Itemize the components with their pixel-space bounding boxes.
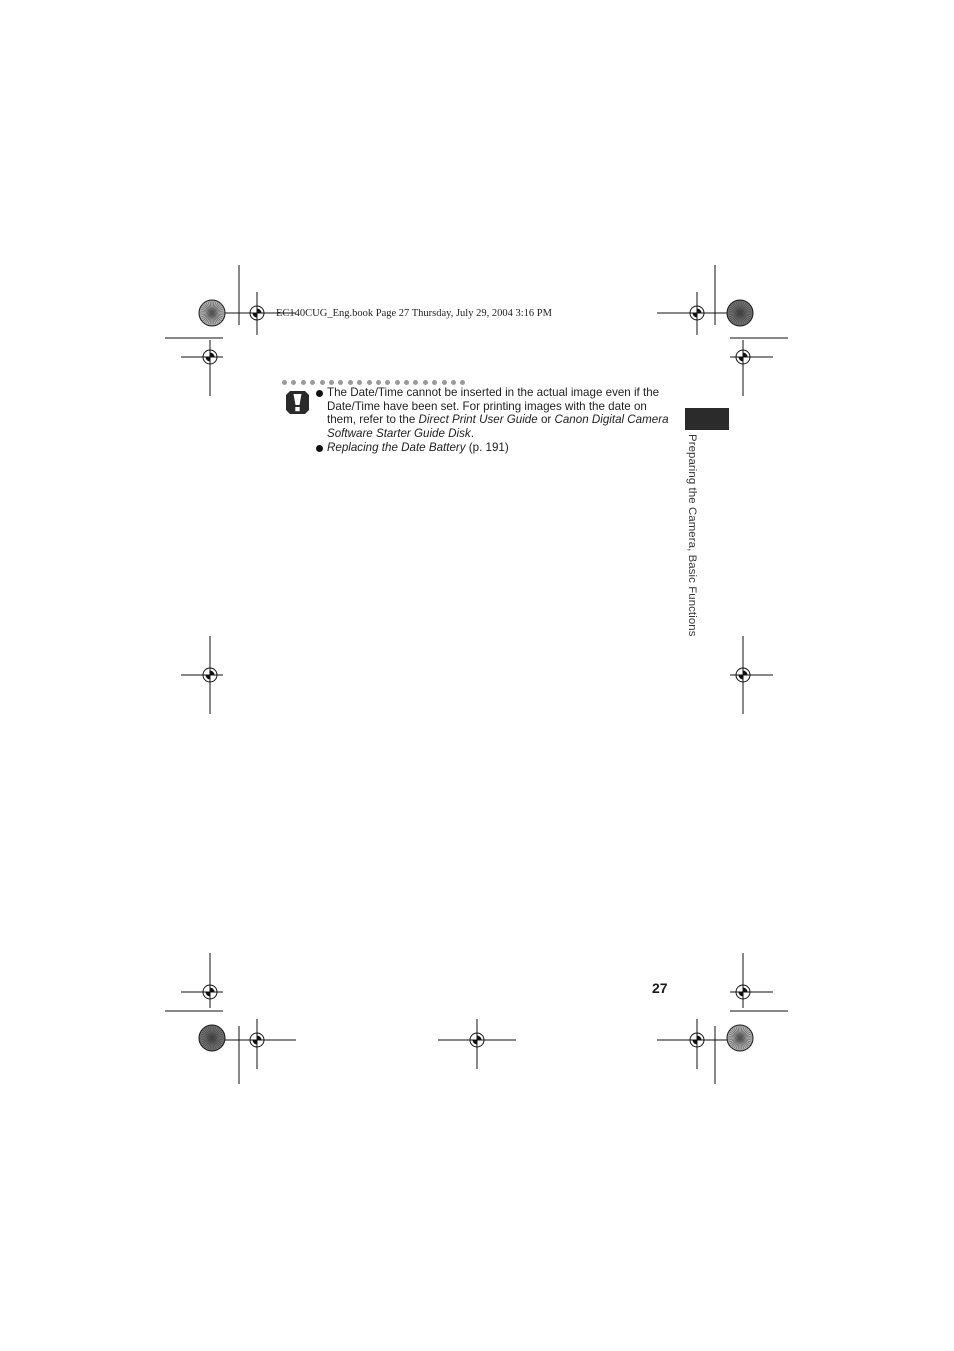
guide-title: Canon Digital Camera Software Starter Guide Disk — [327, 413, 669, 440]
registration-mark-icon — [181, 953, 223, 1008]
section-label: Preparing the Camera, Basic Functions — [686, 434, 698, 637]
note-item — [314, 386, 674, 440]
rule-dot — [338, 380, 343, 385]
rule-dot — [385, 380, 390, 385]
bullet-icon — [316, 445, 323, 452]
note-item — [314, 441, 674, 455]
cross-reference-link[interactable]: Replacing the Date Battery — [327, 441, 466, 455]
rule-dot — [413, 380, 418, 385]
rule-dot — [329, 380, 334, 385]
rule-dot — [404, 380, 409, 385]
registration-mark-icon — [220, 1019, 296, 1069]
rule-dot — [357, 380, 362, 385]
rule-dot — [423, 380, 428, 385]
color-target-icon — [199, 300, 225, 326]
color-target-icon — [727, 1025, 753, 1051]
rule-dot — [320, 380, 325, 385]
caution-notes — [314, 386, 674, 456]
rule-dot — [310, 380, 315, 385]
bullet-icon — [316, 390, 323, 397]
rule-dot — [348, 380, 353, 385]
page-number: 27 — [652, 980, 668, 996]
registration-mark-icon — [181, 340, 223, 396]
book-info-line: EC140CUG_Eng.book Page 27 Thursday, July 29, 2004 3:16 PM — [276, 308, 552, 319]
rule-dot — [367, 380, 372, 385]
section-tab — [685, 408, 729, 430]
color-target-icon — [727, 300, 753, 326]
rule-dot — [282, 380, 287, 385]
note-text — [327, 441, 509, 454]
rule-dot — [451, 380, 456, 385]
registration-mark-icon — [438, 1019, 516, 1069]
registration-mark-icon — [730, 636, 773, 714]
caution-icon — [284, 389, 311, 416]
registration-mark-icon — [181, 636, 223, 714]
rule-dot — [395, 380, 400, 385]
registration-mark-icon — [657, 292, 735, 335]
registration-mark-icon — [730, 953, 773, 1008]
color-target-icon — [199, 1025, 225, 1051]
rule-dot — [376, 380, 381, 385]
caution-dotted-rule — [282, 380, 465, 385]
rule-dot — [460, 380, 465, 385]
rule-dot — [442, 380, 447, 385]
rule-dot — [432, 380, 437, 385]
rule-dot — [301, 380, 306, 385]
note-text: The Date/Time cannot be inserted in the actual image even if the Date/Time have been set. For printing images with the date on them, refer to the Direct Print User Guide or Canon Digital Camera Software Starter Guide Disk. — [327, 386, 669, 440]
page-reference: (p. 191) — [465, 441, 509, 455]
registration-mark-icon — [657, 1019, 735, 1069]
registration-mark-icon — [730, 340, 773, 396]
rule-dot — [291, 380, 296, 385]
guide-title: Direct Print User Guide — [418, 413, 538, 427]
